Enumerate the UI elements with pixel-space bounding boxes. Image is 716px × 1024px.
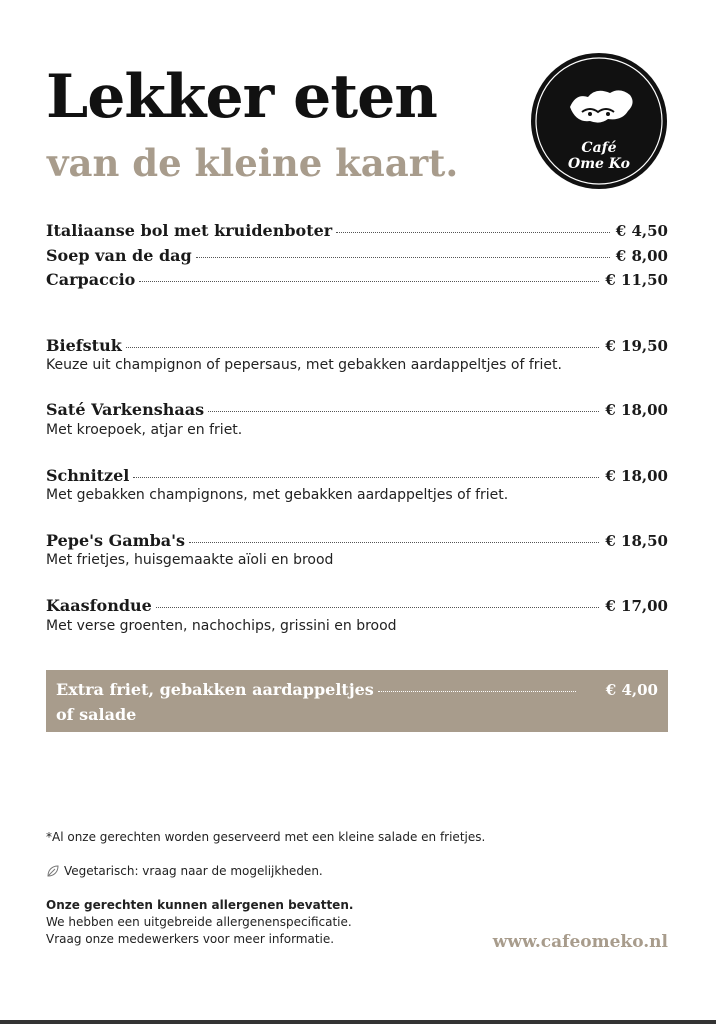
item-price: € 4,50 [615,222,668,240]
cafe-logo [530,52,668,190]
allergen-line1: We hebben een uitgebreide allergenenspecificatie. [46,915,352,929]
logo-text-cafe: Café [581,140,617,156]
item-description: Met gebakken champignons, met gebakken aardappeltjes of friet. [46,487,509,503]
item-price: € 8,00 [615,247,668,265]
bottom-border [0,1020,716,1024]
dot-leader [196,257,610,258]
vegetarian-note [46,864,323,878]
allergen-line2: Vraag onze medewerkers voor meer informatie. [46,932,335,946]
dot-leader [126,347,600,348]
item-description: Met kroepoek, atjar en friet. [46,422,243,438]
salad-note: *Al onze gerechten worden geserveerd met een kleine salade en frietjes. [46,830,486,844]
item-price: € 11,50 [605,271,668,289]
menu-item-starter [46,270,668,289]
item-price: € 18,00 [605,401,668,419]
item-name: Biefstuk [46,336,122,355]
dot-leader [133,477,599,478]
item-name: Saté Varkenshaas [46,400,205,419]
dot-leader [378,691,576,692]
page-subtitle: van de kleine kaart. [47,141,459,185]
item-description: Keuze uit champignon of pepersaus, met gebakken aardappeltjes of friet. [46,357,562,373]
menu-item-main [46,596,668,615]
website-link[interactable]: www.cafeomeko.nl [492,932,668,952]
menu-item-starter [46,221,668,240]
item-name: Kaasfondue [46,596,152,615]
extra-side-band [46,670,668,732]
menu-item-main [46,466,668,485]
menu-item-main [46,336,668,355]
dot-leader [189,542,599,543]
item-price: € 18,50 [605,532,668,550]
dot-leader [139,281,599,282]
extra-price: € 4,00 [605,681,658,699]
item-description: Met verse groenten, nachochips, grissini en brood [46,618,397,634]
logo-text-omeko: Ome Ko [568,156,630,172]
dot-leader [336,232,610,233]
item-name: Pepe's Gamba's [46,531,186,550]
dot-leader [208,411,599,412]
item-name: Soep van de dag [46,246,192,265]
allergen-title: Onze gerechten kunnen allergenen bevatten. [46,898,354,912]
extra-name: Extra friet, gebakken aardappeltjes [56,680,374,699]
dot-leader [156,607,600,608]
item-name: Italiaanse bol met kruidenboter [46,221,333,240]
menu-item-main [46,531,668,550]
vegetarian-text: Vegetarisch: vraag naar de mogelijkheden. [64,864,323,878]
menu-item-main [46,400,668,419]
page-title: Lekker eten [46,62,437,132]
item-price: € 19,50 [605,337,668,355]
item-name: Carpaccio [46,270,136,289]
item-name: Schnitzel [46,466,130,485]
leaf-icon [46,864,60,878]
item-price: € 17,00 [605,597,668,615]
extra-name-line2: of salade [56,705,137,724]
item-price: € 18,00 [605,467,668,485]
menu-item-starter [46,246,668,265]
item-description: Met frietjes, huisgemaakte aïoli en brood [46,552,334,568]
